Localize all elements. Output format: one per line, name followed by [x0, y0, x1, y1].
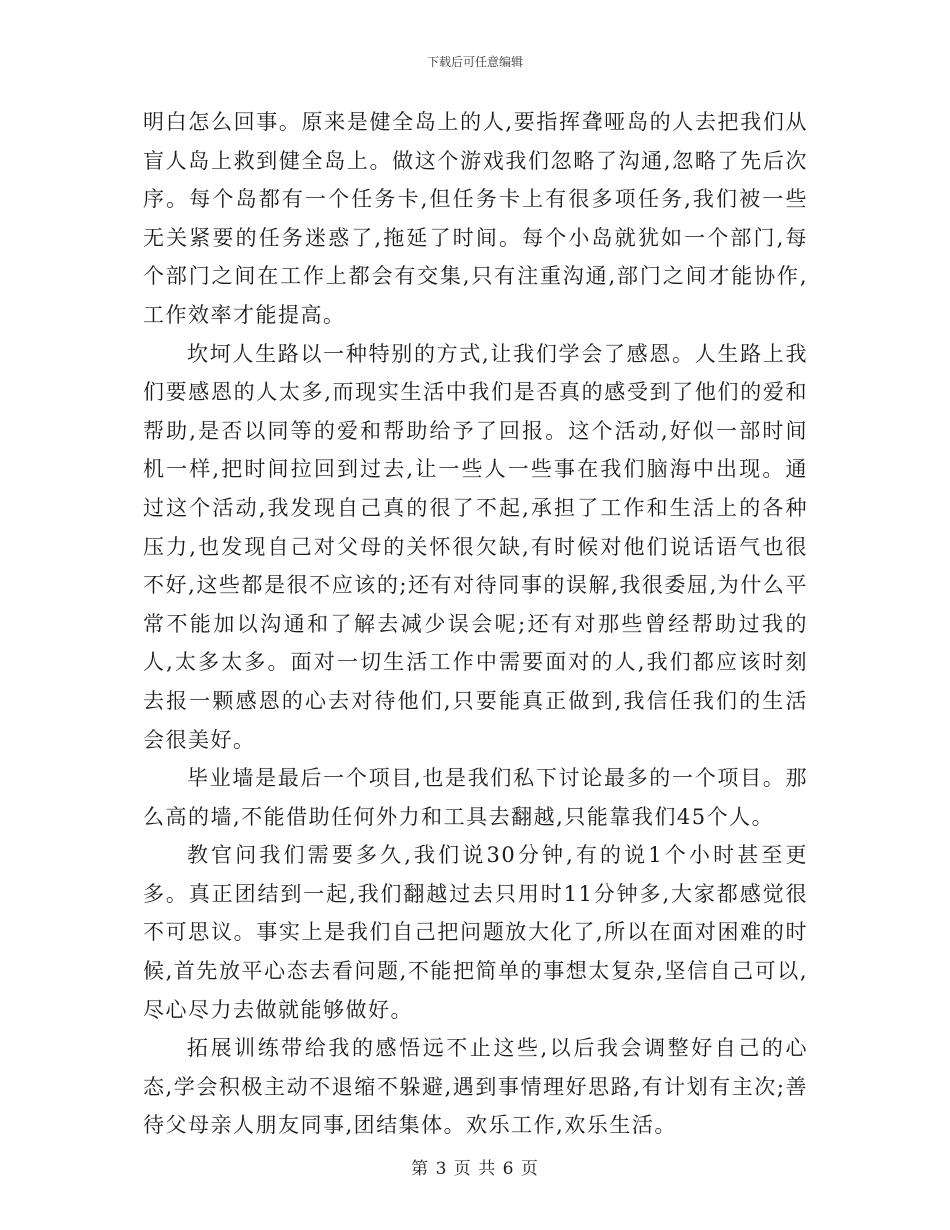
paragraph-1: 明白怎么回事。原来是健全岛上的人,要指挥聋哑岛的人去把我们从盲人岛上救到健全岛上。做这个游戏我们忽略了沟通,忽略了先后次序。每个岛都有一个任务卡,但任务卡上有很多项任务,我们被一些无关紧要的任务迷惑了,拖延了时间。每个小岛就犹如一个部门,每个部门之间在工作上都会有交集,只有注重沟通,部门之间才能协作,工作效率才能提高。 — [143, 110, 808, 327]
paragraph-4: 教官问我们需要多久,我们说30分钟,有的说1个小时甚至更多。真正团结到一起,我们翻越过去只用时11分钟多,大家都感觉很不可思议。事实上是我们自己把问题放大化了,所以在面对困难的时候,首先放平心态去看问题,不能把简单的事想太复杂,坚信自己可以,尽心尽力去做就能够做好。 — [143, 843, 808, 1022]
document-body — [143, 103, 808, 1145]
paragraph-3: 毕业墙是最后一个项目,也是我们私下讨论最多的一个项目。那么高的墙,不能借助任何外力和工具去翻越,只能靠我们45个人。 — [143, 766, 808, 829]
page-header: 下载后可任意编辑 — [426, 55, 523, 69]
paragraph-2: 坎坷人生路以一种特别的方式,让我们学会了感恩。人生路上我们要感恩的人太多,而现实生活中我们是否真的感受到了他们的爱和帮助,是否以同等的爱和帮助给予了回报。这个活动,好似一部时间机一样,把时间拉回到过去,让一些人一些事在我们脑海中出现。通过这个活动,我发现自己真的很了不起,承担了工作和生活上的各种压力,也发现自己对父母的关怀很欠缺,有时候对他们说话语气也很不好,这些都是很不应该的;还有对待同事的误解,我很委屈,为什么平常不能加以沟通和了解去减少误会呢;还有对那些曾经帮助过我的人,太多太多。面对一切生活工作中需要面对的人,我们都应该时刻去报一颗感恩的心去对待他们,只要能真正做到,我信任我们的生活会很美好。 — [143, 341, 808, 752]
paragraph-5: 拓展训练带给我的感悟远不止这些,以后我会调整好自己的心态,学会积极主动不退缩不躲避,遇到事情理好思路,有计划有主次;善待父母亲人朋友同事,团结集体。欢乐工作,欢乐生活。 — [143, 1036, 808, 1138]
page-footer: 第 3 页 共 6 页 — [411, 1159, 539, 1179]
